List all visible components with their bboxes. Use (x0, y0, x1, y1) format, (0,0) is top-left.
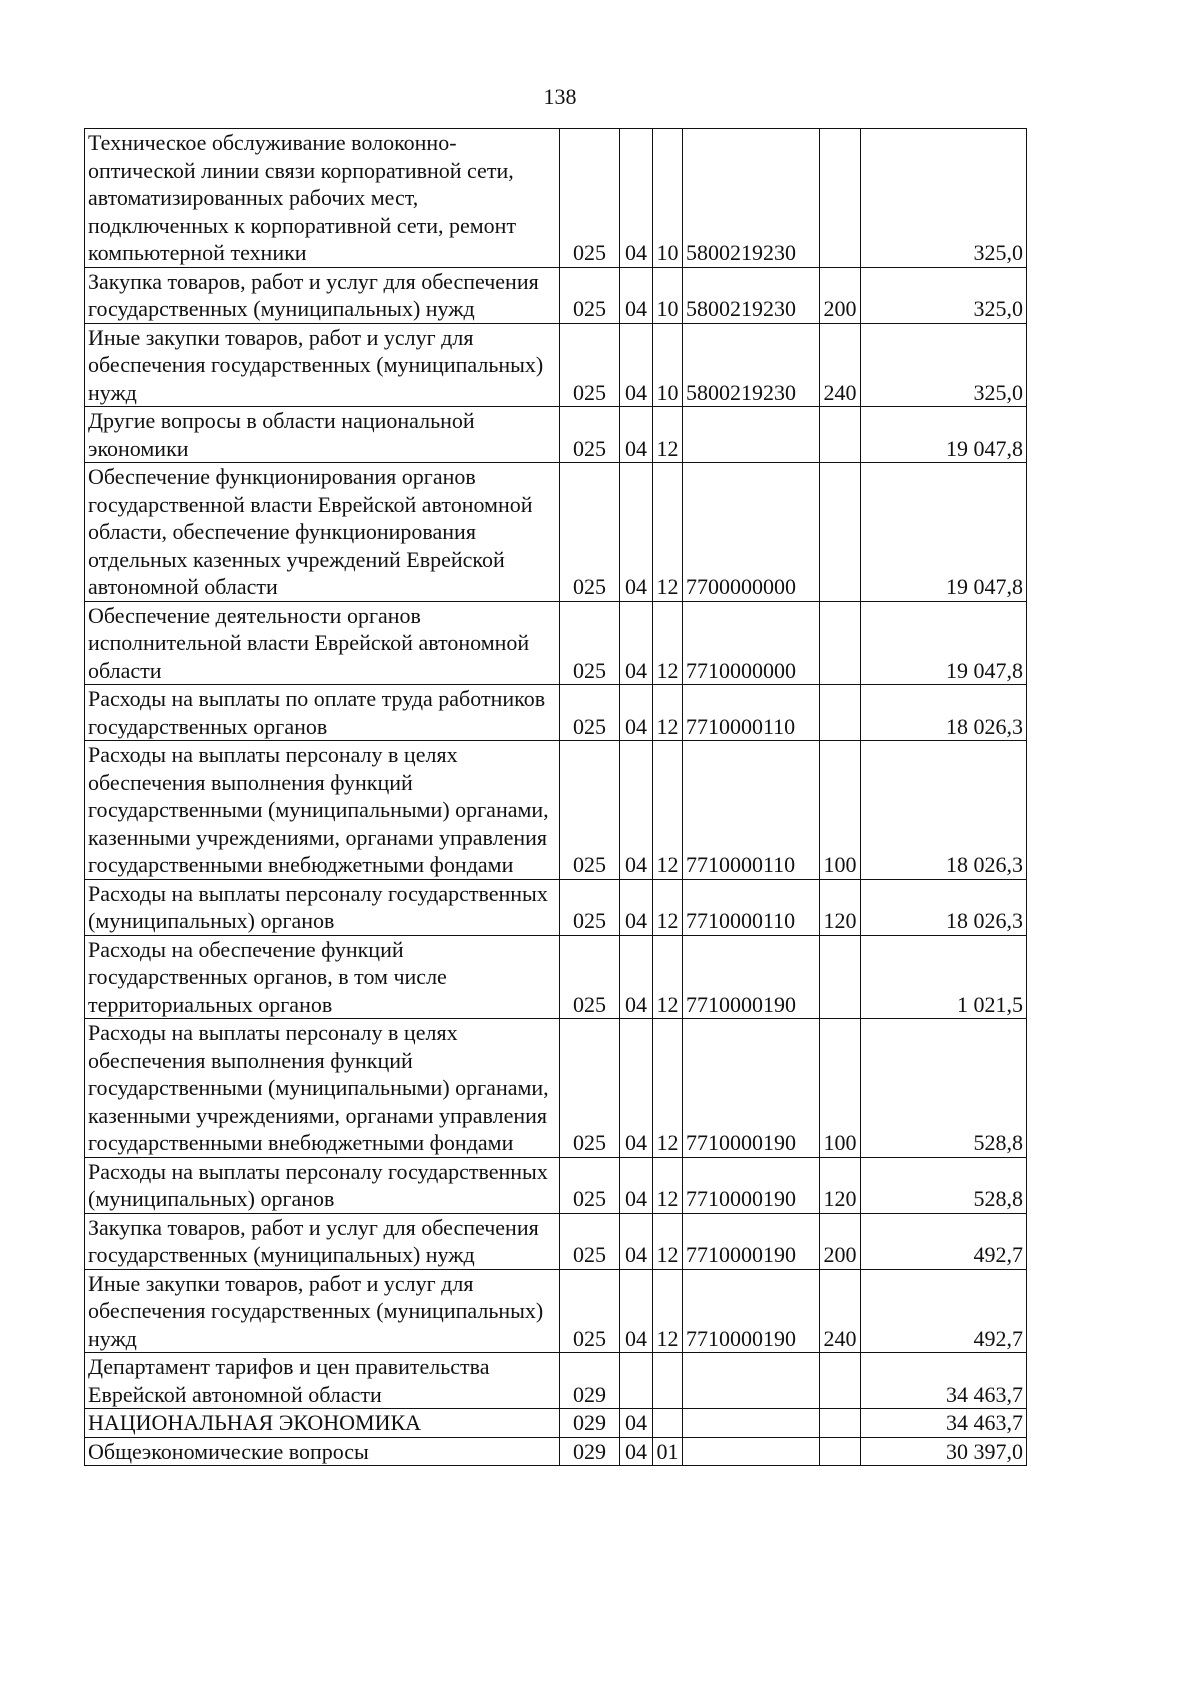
page-number: 138 (543, 84, 577, 109)
section-code: 04 (620, 463, 653, 602)
target-article-code (683, 1353, 820, 1409)
item-name: Закупка товаров, работ и услуг для обеспечения государственных (муниципальных) нужд (85, 267, 560, 323)
admin-code: 025 (560, 879, 620, 935)
item-name: Расходы на выплаты персоналу в целях обеспечения выполнения функций государственными (муниципальными) органами, казенными учреждениями, органами управления государственными внебюджетными фондами (85, 1019, 560, 1158)
subsection-code: 10 (653, 323, 683, 407)
subsection-code: 12 (653, 741, 683, 880)
admin-code: 025 (560, 463, 620, 602)
section-code: 04 (620, 129, 653, 268)
expense-type-code (820, 601, 861, 685)
table-row (85, 1353, 1027, 1409)
expense-type-code (820, 463, 861, 602)
table-row (85, 129, 1027, 268)
item-name: Расходы на выплаты персоналу государственных (муниципальных) органов (85, 1157, 560, 1213)
admin-code: 025 (560, 741, 620, 880)
subsection-code: 12 (653, 1019, 683, 1158)
table-row (85, 323, 1027, 407)
section-code: 04 (620, 601, 653, 685)
expense-type-code: 100 (820, 1019, 861, 1158)
target-article-code: 5800219230 (683, 267, 820, 323)
subsection-code: 12 (653, 879, 683, 935)
item-name: Иные закупки товаров, работ и услуг для обеспечения государственных (муниципальных) нужд (85, 1269, 560, 1353)
section-code: 04 (620, 1269, 653, 1353)
target-article-code: 5800219230 (683, 323, 820, 407)
target-article-code: 7710000110 (683, 685, 820, 741)
amount: 492,7 (861, 1213, 1027, 1269)
item-name: Департамент тарифов и цен правительства Еврейской автономной области (85, 1353, 560, 1409)
amount: 19 047,8 (861, 601, 1027, 685)
item-name: Другие вопросы в области национальной экономики (85, 407, 560, 463)
section-code: 04 (620, 935, 653, 1019)
expense-type-code (820, 935, 861, 1019)
subsection-code (653, 1409, 683, 1438)
section-code: 04 (620, 685, 653, 741)
target-article-code: 7710000190 (683, 1213, 820, 1269)
table-row (85, 1019, 1027, 1158)
section-code: 04 (620, 879, 653, 935)
expense-type-code: 200 (820, 267, 861, 323)
expense-type-code: 120 (820, 879, 861, 935)
target-article-code: 7710000000 (683, 601, 820, 685)
amount: 18 026,3 (861, 685, 1027, 741)
target-article-code: 7710000190 (683, 1019, 820, 1158)
table-row (85, 935, 1027, 1019)
amount: 325,0 (861, 129, 1027, 268)
admin-code: 025 (560, 129, 620, 268)
amount: 30 397,0 (861, 1437, 1027, 1466)
subsection-code: 10 (653, 129, 683, 268)
table-row (85, 1157, 1027, 1213)
expense-type-code (820, 1353, 861, 1409)
subsection-code (653, 1353, 683, 1409)
amount: 34 463,7 (861, 1353, 1027, 1409)
admin-code: 025 (560, 1269, 620, 1353)
section-code: 04 (620, 1409, 653, 1438)
expense-type-code (820, 1437, 861, 1466)
target-article-code (683, 1409, 820, 1438)
target-article-code: 7700000000 (683, 463, 820, 602)
expense-type-code: 200 (820, 1213, 861, 1269)
table-row (85, 463, 1027, 602)
expense-type-code: 100 (820, 741, 861, 880)
expense-type-code: 120 (820, 1157, 861, 1213)
item-name: Обеспечение деятельности органов исполнительной власти Еврейской автономной области (85, 601, 560, 685)
amount: 325,0 (861, 267, 1027, 323)
subsection-code: 10 (653, 267, 683, 323)
section-code: 04 (620, 407, 653, 463)
admin-code: 025 (560, 1213, 620, 1269)
item-name: Закупка товаров, работ и услуг для обеспечения государственных (муниципальных) нужд (85, 1213, 560, 1269)
expense-type-code (820, 685, 861, 741)
item-name: Расходы на выплаты по оплате труда работников государственных органов (85, 685, 560, 741)
admin-code: 025 (560, 407, 620, 463)
admin-code: 025 (560, 935, 620, 1019)
item-name: Общеэкономические вопросы (85, 1437, 560, 1466)
subsection-code: 12 (653, 685, 683, 741)
target-article-code: 7710000190 (683, 1157, 820, 1213)
subsection-code: 12 (653, 601, 683, 685)
expense-type-code (820, 129, 861, 268)
target-article-code: 5800219230 (683, 129, 820, 268)
target-article-code: 7710000110 (683, 741, 820, 880)
item-name: Иные закупки товаров, работ и услуг для обеспечения государственных (муниципальных) нужд (85, 323, 560, 407)
table-row (85, 601, 1027, 685)
admin-code: 029 (560, 1437, 620, 1466)
admin-code: 025 (560, 1019, 620, 1158)
amount: 528,8 (861, 1019, 1027, 1158)
amount: 325,0 (861, 323, 1027, 407)
table-row (85, 685, 1027, 741)
admin-code: 029 (560, 1409, 620, 1438)
amount: 19 047,8 (861, 407, 1027, 463)
section-code: 04 (620, 1213, 653, 1269)
target-article-code: 7710000190 (683, 1269, 820, 1353)
table-row (85, 1437, 1027, 1466)
section-code (620, 1353, 653, 1409)
amount: 18 026,3 (861, 879, 1027, 935)
expense-type-code: 240 (820, 323, 861, 407)
table-row (85, 741, 1027, 880)
target-article-code (683, 1437, 820, 1466)
item-name: Обеспечение функционирования органов государственной власти Еврейской автономной области, обеспечение функционирования отдельных казенных учреждений Еврейской автономной области (85, 463, 560, 602)
section-code: 04 (620, 1019, 653, 1158)
subsection-code: 12 (653, 1157, 683, 1213)
item-name: Расходы на выплаты персоналу в целях обеспечения выполнения функций государственными (муниципальными) органами, казенными учреждениями, органами управления государственными внебюджетными фондами (85, 741, 560, 880)
section-code: 04 (620, 1157, 653, 1213)
item-name: НАЦИОНАЛЬНАЯ ЭКОНОМИКА (85, 1409, 560, 1438)
admin-code: 025 (560, 1157, 620, 1213)
amount: 34 463,7 (861, 1409, 1027, 1438)
budget-table (84, 128, 1027, 1466)
amount: 492,7 (861, 1269, 1027, 1353)
table-row (85, 1269, 1027, 1353)
section-code: 04 (620, 323, 653, 407)
item-name: Расходы на обеспечение функций государственных органов, в том числе территориальных органов (85, 935, 560, 1019)
subsection-code: 01 (653, 1437, 683, 1466)
amount: 528,8 (861, 1157, 1027, 1213)
admin-code: 025 (560, 323, 620, 407)
amount: 19 047,8 (861, 463, 1027, 602)
expense-type-code: 240 (820, 1269, 861, 1353)
amount: 1 021,5 (861, 935, 1027, 1019)
admin-code: 025 (560, 601, 620, 685)
admin-code: 025 (560, 267, 620, 323)
subsection-code: 12 (653, 1213, 683, 1269)
target-article-code: 7710000110 (683, 879, 820, 935)
section-code: 04 (620, 1437, 653, 1466)
table-row (85, 879, 1027, 935)
table-row (85, 267, 1027, 323)
expense-type-code (820, 407, 861, 463)
admin-code: 025 (560, 685, 620, 741)
table-row (85, 1213, 1027, 1269)
table-row (85, 407, 1027, 463)
amount: 18 026,3 (861, 741, 1027, 880)
target-article-code: 7710000190 (683, 935, 820, 1019)
expense-type-code (820, 1409, 861, 1438)
section-code: 04 (620, 267, 653, 323)
subsection-code: 12 (653, 1269, 683, 1353)
subsection-code: 12 (653, 407, 683, 463)
admin-code: 029 (560, 1353, 620, 1409)
section-code: 04 (620, 741, 653, 880)
subsection-code: 12 (653, 935, 683, 1019)
table-row (85, 1409, 1027, 1438)
target-article-code (683, 407, 820, 463)
item-name: Расходы на выплаты персоналу государственных (муниципальных) органов (85, 879, 560, 935)
item-name: Техническое обслуживание волоконно-оптической линии связи корпоративной сети, автоматизированных рабочих мест, подключенных к корпоративной сети, ремонт компьютерной техники (85, 129, 560, 268)
subsection-code: 12 (653, 463, 683, 602)
